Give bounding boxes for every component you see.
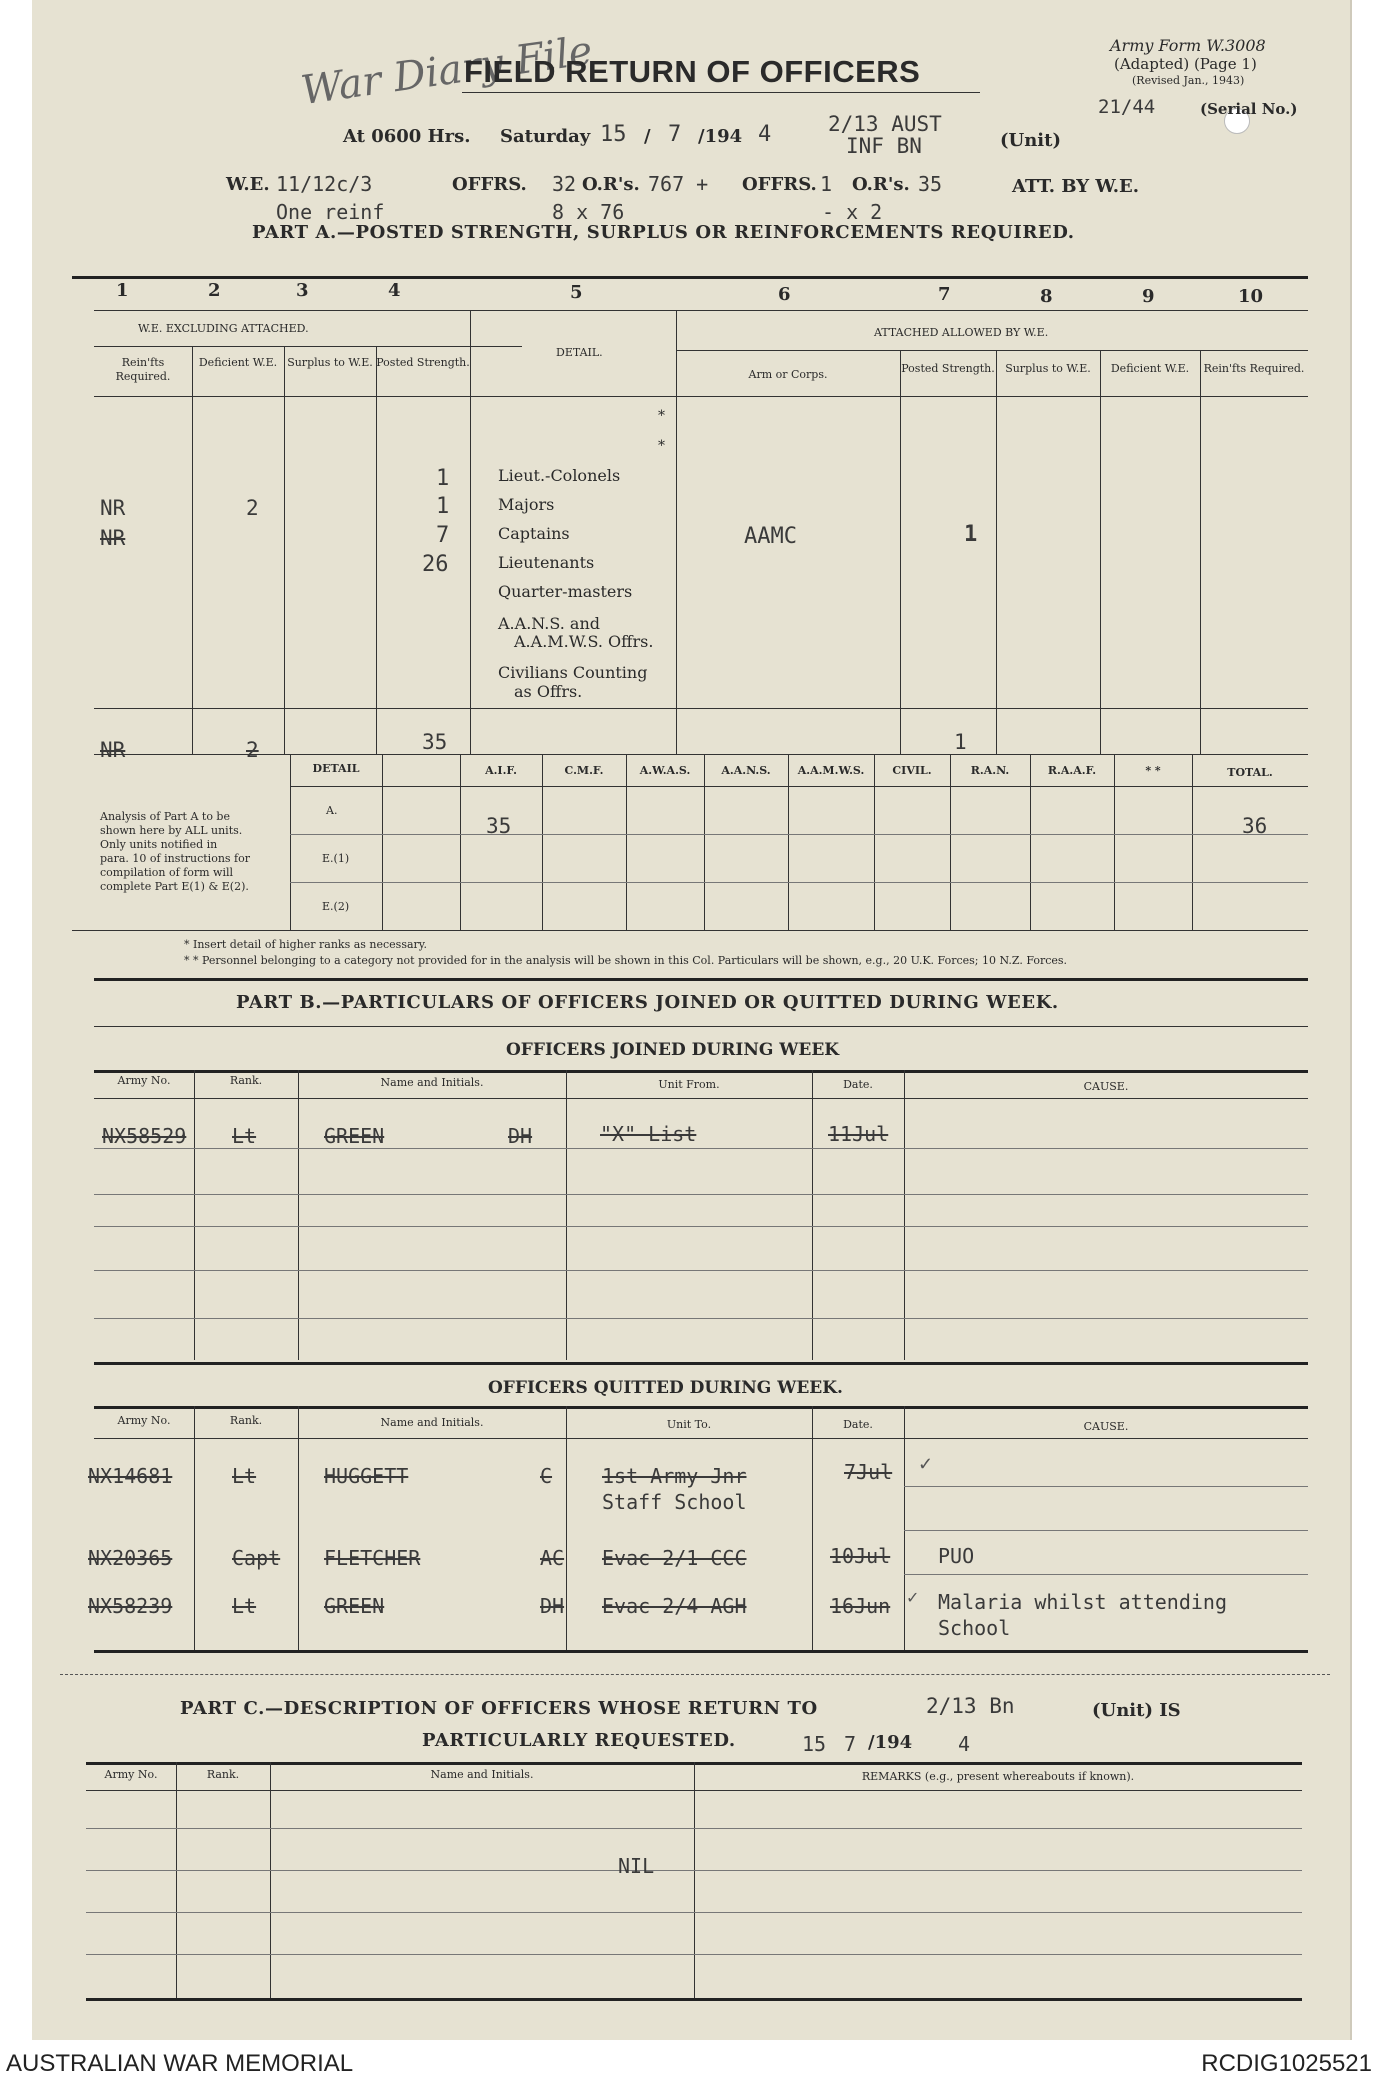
part-b-top-rule bbox=[94, 978, 1308, 981]
total-att-posted: 1 bbox=[954, 730, 967, 754]
form-title: FIELD RETURN OF OFFICERS bbox=[464, 54, 921, 89]
q1-unit: 1st Army Jnr bbox=[602, 1464, 747, 1488]
j-row-rule-5 bbox=[94, 1318, 1308, 1319]
we-value: 11/12c/3 bbox=[276, 172, 373, 196]
q1-date: 7Jul bbox=[844, 1460, 893, 1484]
j-h-date: Date. bbox=[843, 1078, 873, 1091]
an-v1 bbox=[382, 754, 383, 930]
hdr-reinf-left: Rein'fts Required. bbox=[115, 356, 171, 383]
q3-army-no: NX58239 bbox=[88, 1594, 173, 1618]
part-c-year-prefix: /194 bbox=[868, 1732, 913, 1753]
pa-v5 bbox=[676, 310, 677, 754]
rank-quarter-masters: Quarter-masters bbox=[498, 582, 633, 601]
part-c-unit: 2/13 Bn bbox=[926, 1694, 1015, 1718]
analysis-note-1: Analysis of Part A to be bbox=[100, 810, 230, 823]
q2-army-no: NX20365 bbox=[88, 1546, 173, 1570]
j-v4 bbox=[812, 1070, 813, 1360]
q-v2 bbox=[298, 1406, 299, 1650]
day-label: Saturday bbox=[500, 126, 591, 147]
an-v0 bbox=[290, 754, 291, 930]
an-v7 bbox=[874, 754, 875, 930]
q-h-army-no: Army No. bbox=[117, 1414, 171, 1427]
analysis-note-6: complete Part E(1) & E(2). bbox=[100, 880, 249, 893]
col-number-10: 10 bbox=[1238, 286, 1264, 307]
offrs-value: 32 bbox=[552, 172, 577, 196]
quitted-header-rule bbox=[94, 1438, 1308, 1439]
part-a-total-top bbox=[94, 708, 1308, 709]
col-number-9: 9 bbox=[1142, 286, 1155, 307]
an-h-raaf: R.A.A.F. bbox=[1047, 764, 1097, 777]
j-row-rule-4 bbox=[94, 1270, 1308, 1271]
c-v3 bbox=[694, 1762, 695, 1998]
part-a-title: PART A.—POSTED STRENGTH, SURPLUS OR REINFORCEMENTS REQUIRED. bbox=[252, 222, 1075, 243]
hdr-surplus-left: Surplus to W.E. bbox=[287, 356, 373, 369]
analysis-note-3: Only units notified in bbox=[100, 838, 218, 851]
an-h-other: * * bbox=[1145, 764, 1161, 777]
att-by-we: ATT. BY W.E. bbox=[1012, 176, 1140, 197]
col-number-5: 5 bbox=[570, 282, 583, 303]
an-v10 bbox=[1114, 754, 1115, 930]
quitted-bottom-rule bbox=[94, 1650, 1308, 1653]
an-h-aans: A.A.N.S. bbox=[721, 764, 771, 777]
analysis-note-2: shown here by ALL units. bbox=[100, 824, 243, 837]
pa-v3 bbox=[376, 346, 377, 754]
unit-label: (Unit) bbox=[1000, 130, 1061, 151]
arm-corps-value: AAMC bbox=[744, 524, 797, 549]
year-value: 4 bbox=[758, 122, 772, 147]
rank-civilians: Civilians Counting bbox=[498, 663, 648, 682]
part-c-title-a: PART C.—DESCRIPTION OF OFFICERS WHOSE RETURN TO bbox=[180, 1698, 818, 1719]
j-h-rank: Rank. bbox=[229, 1074, 263, 1087]
j-row-rule-3 bbox=[94, 1226, 1308, 1227]
part-a-top-rule bbox=[72, 276, 1308, 279]
an-row-e2: E.(2) bbox=[322, 900, 350, 913]
an-h-ran: R.A.N. bbox=[970, 764, 1010, 777]
offrs2-label: OFFRS. bbox=[742, 174, 817, 195]
pa-v4 bbox=[470, 310, 471, 754]
q3-date: 16Jun bbox=[830, 1594, 891, 1618]
an-v8 bbox=[950, 754, 951, 930]
posted-lieutenants: 26 bbox=[422, 552, 449, 577]
col-number-3: 3 bbox=[296, 280, 309, 301]
q1-initials: C bbox=[540, 1464, 553, 1488]
part-c-title-c: PARTICULARLY REQUESTED. bbox=[422, 1730, 736, 1751]
an-rule-1 bbox=[290, 786, 1308, 787]
ors2-label: O.R's. bbox=[852, 174, 910, 195]
footer-right: RCDIG1025521 bbox=[1201, 2050, 1372, 2077]
hdr-deficient-right: Deficient W.E. bbox=[1110, 362, 1190, 375]
j-row-rule-2 bbox=[94, 1194, 1308, 1195]
j-date: 11Jul bbox=[828, 1122, 889, 1146]
total-posted: 35 bbox=[422, 730, 448, 754]
col-number-1: 1 bbox=[116, 280, 129, 301]
form-number: Army Form W.3008 bbox=[1110, 36, 1266, 55]
q3-cause: Malaria whilst attending bbox=[938, 1590, 1227, 1614]
rank-lieutenants: Lieutenants bbox=[498, 553, 595, 572]
posted-lt-col: 1 bbox=[436, 466, 450, 491]
we-label: W.E. bbox=[226, 174, 270, 195]
q2-name: FLETCHER bbox=[324, 1546, 421, 1570]
rank-majors: Majors bbox=[498, 495, 555, 514]
c-row-rule-2 bbox=[86, 1870, 1302, 1871]
reinf-x1: 8 x 76 bbox=[552, 200, 625, 224]
ors-value: 767 + bbox=[648, 172, 709, 196]
j-initials: DH bbox=[508, 1124, 533, 1148]
rank-civilians-2: as Offrs. bbox=[514, 682, 583, 701]
col-number-4: 4 bbox=[388, 280, 401, 301]
part-b-rule-1 bbox=[94, 1026, 1308, 1027]
q-h-rank: Rank. bbox=[229, 1414, 263, 1427]
col-number-2: 2 bbox=[208, 280, 221, 301]
q3-cause-2: School bbox=[938, 1616, 1011, 1640]
an-total-a: 36 bbox=[1242, 814, 1268, 838]
reinf-captains: NR bbox=[100, 526, 126, 550]
j-v1 bbox=[194, 1070, 195, 1360]
rank-aans: A.A.N.S. and bbox=[498, 614, 600, 633]
c-row-rule-3 bbox=[86, 1912, 1302, 1913]
an-aif-a: 35 bbox=[486, 814, 512, 838]
an-rule-4 bbox=[72, 930, 1308, 931]
at-hrs: At 0600 Hrs. bbox=[343, 126, 471, 147]
year-prefix: /194 bbox=[698, 126, 743, 147]
q-v5 bbox=[904, 1406, 905, 1650]
detail-header: DETAIL. bbox=[556, 346, 603, 359]
hdr-reinf-right: Rein'fts Required. bbox=[1203, 362, 1305, 375]
part-c-year: 4 bbox=[958, 1732, 971, 1756]
date-sep-1: / bbox=[644, 126, 651, 147]
c-h-rank: Rank. bbox=[206, 1768, 240, 1781]
col-number-7: 7 bbox=[938, 284, 951, 305]
c-row-rule-1 bbox=[86, 1828, 1302, 1829]
q2-unit: Evac 2/1 CCC bbox=[602, 1546, 747, 1570]
rank-aamws: A.A.M.W.S. Offrs. bbox=[514, 632, 654, 651]
an-v6 bbox=[788, 754, 789, 930]
q1-rank: Lt bbox=[232, 1464, 257, 1488]
ors-label: O.R's. bbox=[582, 174, 640, 195]
j-v2 bbox=[298, 1070, 299, 1360]
reinf-note: One reinf bbox=[276, 200, 385, 224]
part-a-rule-3r bbox=[676, 350, 1308, 351]
q1-name: HUGGETT bbox=[324, 1464, 409, 1488]
q-v1 bbox=[194, 1406, 195, 1650]
c-v2 bbox=[270, 1762, 271, 1998]
an-v9 bbox=[1030, 754, 1031, 930]
offrs2-value: 1 bbox=[820, 172, 833, 196]
an-h-awas: A.W.A.S. bbox=[639, 764, 691, 777]
an-h-civil: CIVIL. bbox=[892, 764, 932, 777]
hdr-posted-left: Posted Strength. bbox=[376, 356, 470, 369]
hdr-surplus-right: Surplus to W.E. bbox=[1005, 362, 1091, 375]
deficient-majors: 2 bbox=[246, 496, 259, 520]
pa-v7 bbox=[996, 350, 997, 754]
an-h-aif: A.I.F. bbox=[485, 764, 517, 777]
hdr-posted-right: Posted Strength. bbox=[901, 362, 995, 375]
q2-initials: AC bbox=[540, 1546, 565, 1570]
j-rank: Lt bbox=[232, 1124, 257, 1148]
q3-check-icon: ✓ bbox=[906, 1588, 920, 1607]
hdr-arm-corps: Arm or Corps. bbox=[748, 368, 828, 381]
q-v3 bbox=[566, 1406, 567, 1650]
an-h-total: TOTAL. bbox=[1227, 766, 1273, 779]
serial-label: (Serial No.) bbox=[1200, 100, 1298, 118]
q3-unit: Evac 2/4 AGH bbox=[602, 1594, 747, 1618]
footnote-1: * Insert detail of higher ranks as necessary. bbox=[184, 938, 428, 951]
q1-army-no: NX14681 bbox=[88, 1464, 173, 1488]
part-c-nil: NIL bbox=[618, 1854, 655, 1878]
joined-bottom-rule bbox=[94, 1362, 1308, 1365]
q2-cause: PUO bbox=[938, 1544, 975, 1568]
q-h-date: Date. bbox=[843, 1418, 873, 1431]
q3-rank: Lt bbox=[232, 1594, 257, 1618]
part-c-bottom-rule bbox=[86, 1998, 1302, 2001]
form-revised: (Revised Jan., 1943) bbox=[1132, 74, 1245, 87]
part-c-month: 7 bbox=[844, 1732, 857, 1756]
an-v5 bbox=[704, 754, 705, 930]
star-1: * bbox=[658, 408, 665, 424]
posted-majors: 1 bbox=[436, 494, 450, 519]
star-2: * bbox=[658, 438, 665, 454]
q1-check-icon: ✓ bbox=[918, 1454, 934, 1475]
c-h-army-no: Army No. bbox=[104, 1768, 158, 1781]
quitted-top-rule bbox=[94, 1406, 1308, 1409]
an-h-aamws: A.A.M.W.S. bbox=[797, 764, 865, 777]
unit-line-2: INF BN bbox=[846, 134, 922, 158]
col-number-6: 6 bbox=[778, 284, 791, 305]
an-v2 bbox=[460, 754, 461, 930]
j-h-cause: CAUSE. bbox=[1083, 1080, 1129, 1093]
posted-captains: 7 bbox=[436, 523, 450, 548]
att-posted-value: 1 bbox=[964, 522, 978, 547]
unit-line-1: 2/13 AUST bbox=[828, 112, 942, 136]
joined-title: OFFICERS JOINED DURING WEEK bbox=[506, 1040, 840, 1060]
offrs-label: OFFRS. bbox=[452, 174, 527, 195]
an-rule-3 bbox=[290, 882, 1308, 883]
total-reinf: NR bbox=[100, 738, 126, 762]
j-h-name: Name and Initials. bbox=[380, 1076, 484, 1089]
j-v5 bbox=[904, 1070, 905, 1360]
total-deficient: 2 bbox=[246, 738, 259, 762]
title-underline bbox=[462, 92, 980, 93]
reinf-majors: NR bbox=[100, 496, 126, 520]
j-army-no: NX58529 bbox=[102, 1124, 187, 1148]
form-adapted: (Adapted) (Page 1) bbox=[1114, 55, 1257, 73]
q3-name: GREEN bbox=[324, 1594, 385, 1618]
an-row-a: A. bbox=[326, 804, 338, 817]
footer-left: AUSTRALIAN WAR MEMORIAL bbox=[6, 2050, 354, 2077]
pa-v8 bbox=[1100, 350, 1101, 754]
month-value: 7 bbox=[668, 122, 682, 147]
q1-unit-2: Staff School bbox=[602, 1490, 747, 1514]
an-v4 bbox=[626, 754, 627, 930]
an-v3 bbox=[542, 754, 543, 930]
an-rule-2 bbox=[290, 834, 1308, 835]
serial-value: 21/44 bbox=[1098, 96, 1156, 118]
part-a-rule-2 bbox=[94, 310, 1308, 311]
joined-top-rule bbox=[94, 1070, 1308, 1073]
q2-rank: Capt bbox=[232, 1546, 281, 1570]
pa-v6 bbox=[900, 350, 901, 754]
part-a-rule-4 bbox=[94, 396, 1308, 397]
q-v4 bbox=[812, 1406, 813, 1650]
part-c-day: 15 bbox=[802, 1732, 827, 1756]
q-cause-rule-2 bbox=[904, 1530, 1308, 1531]
form-sheet bbox=[32, 0, 1352, 2040]
quitted-title: OFFICERS QUITTED DURING WEEK. bbox=[488, 1378, 843, 1398]
pa-v1 bbox=[192, 346, 193, 754]
an-row-e1: E.(1) bbox=[322, 852, 350, 865]
q-h-name: Name and Initials. bbox=[380, 1416, 484, 1429]
q2-date: 10Jul bbox=[830, 1544, 891, 1568]
j-v3 bbox=[566, 1070, 567, 1360]
joined-header-rule bbox=[94, 1098, 1308, 1099]
part-a-rule-3l bbox=[94, 346, 522, 347]
rank-lieut-colonels: Lieut.-Colonels bbox=[498, 466, 621, 485]
j-name: GREEN bbox=[324, 1124, 385, 1148]
j-unit: "X" List bbox=[600, 1122, 697, 1146]
analysis-note-4: para. 10 of instructions for bbox=[100, 852, 251, 865]
an-v11 bbox=[1192, 754, 1193, 930]
group-right-header: ATTACHED ALLOWED BY W.E. bbox=[874, 326, 1049, 339]
cut-line bbox=[60, 1674, 1330, 1675]
day-value: 15 bbox=[600, 122, 627, 147]
q-h-cause: CAUSE. bbox=[1083, 1420, 1129, 1433]
j-row-rule-1 bbox=[94, 1148, 1308, 1149]
part-a-total-bottom bbox=[94, 754, 1308, 755]
hdr-deficient-left: Deficient W.E. bbox=[198, 356, 278, 369]
q-cause-rule-3 bbox=[904, 1574, 1308, 1575]
rank-captains: Captains bbox=[498, 524, 570, 543]
footnote-2: * * Personnel belonging to a category not provided for in the analysis will be shown in this Col. Particulars will be shown, e.g., 20 U.K. Forces; 10 N.Z. Forces. bbox=[184, 954, 1068, 967]
ors2-value: 35 bbox=[918, 172, 943, 196]
analysis-note-5: compilation of form will bbox=[100, 866, 234, 879]
an-h-cmf: C.M.F. bbox=[564, 764, 604, 777]
reinf-x2: - x 2 bbox=[822, 200, 883, 224]
group-left-header: W.E. EXCLUDING ATTACHED. bbox=[138, 322, 309, 335]
part-c-title-b: (Unit) IS bbox=[1092, 1700, 1181, 1721]
an-h-detail: DETAIL bbox=[312, 762, 360, 775]
q3-initials: DH bbox=[540, 1594, 565, 1618]
col-number-8: 8 bbox=[1040, 286, 1053, 307]
part-b-title: PART B.—PARTICULARS OF OFFICERS JOINED OR QUITTED DURING WEEK. bbox=[236, 992, 1059, 1013]
c-h-name: Name and Initials. bbox=[430, 1768, 534, 1781]
q-cause-rule-1 bbox=[904, 1486, 1308, 1487]
c-row-rule-4 bbox=[86, 1954, 1302, 1955]
pa-v2 bbox=[284, 346, 285, 754]
pa-v9 bbox=[1200, 350, 1201, 754]
handwritten-annotation: War Diary File bbox=[298, 27, 596, 115]
q-h-unit: Unit To. bbox=[666, 1418, 712, 1431]
c-h-remarks: REMARKS (e.g., present whereabouts if known). bbox=[861, 1770, 1135, 1783]
j-h-unit: Unit From. bbox=[658, 1078, 720, 1091]
j-h-army-no: Army No. bbox=[117, 1074, 171, 1087]
c-v1 bbox=[176, 1762, 177, 1998]
